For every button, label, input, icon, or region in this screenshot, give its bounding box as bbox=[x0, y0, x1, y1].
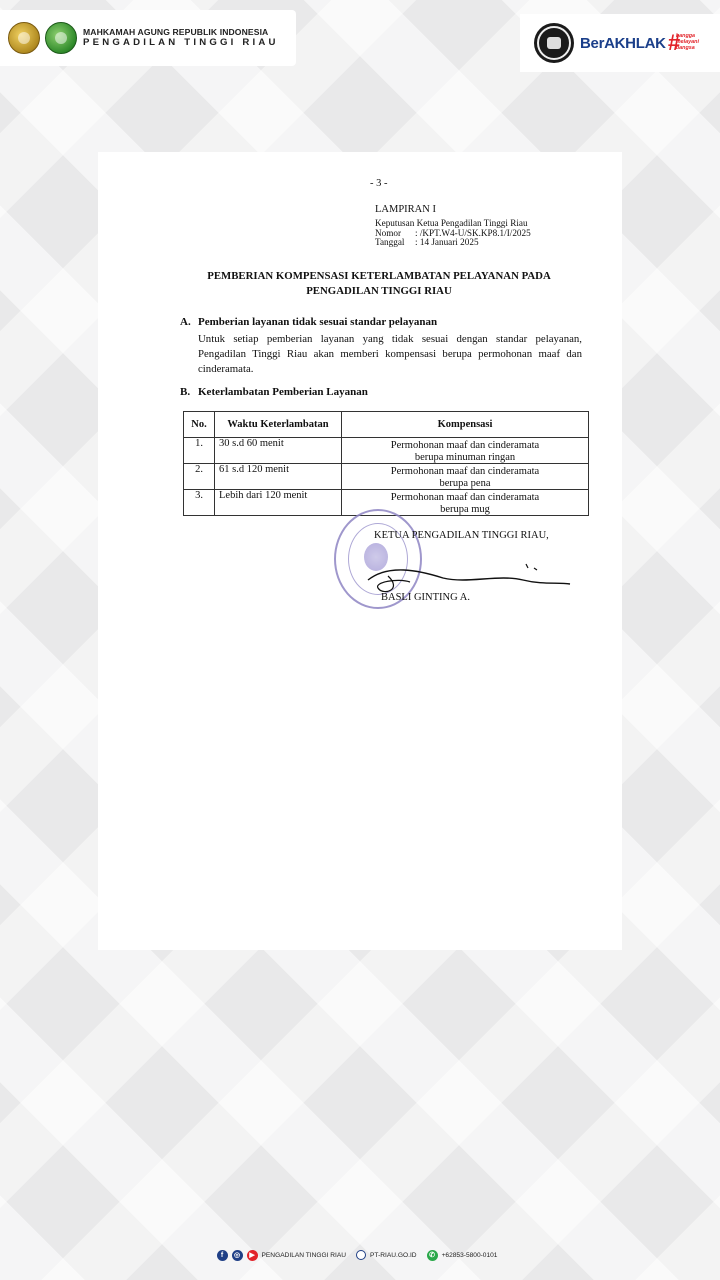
table-row bbox=[184, 464, 589, 490]
page-number: - 3 - bbox=[370, 178, 388, 189]
section-a-title: Pemberian layanan tidak sesuai standar pelayanan bbox=[198, 316, 438, 328]
cell-kompensasi bbox=[342, 438, 589, 464]
compensation-table bbox=[183, 411, 589, 516]
cell-kompensasi bbox=[342, 464, 589, 490]
kompensasi-line: berupa mug bbox=[440, 503, 490, 515]
cell-no: 2. bbox=[184, 464, 215, 490]
tagline-word: melayani bbox=[675, 39, 699, 46]
header-kompensasi: Kompensasi bbox=[342, 412, 589, 438]
cell-waktu: Lebih dari 120 menit bbox=[215, 490, 342, 516]
cell-no: 1. bbox=[184, 438, 215, 464]
instagram-icon[interactable]: ◎ bbox=[232, 1250, 243, 1261]
lampiran-tanggal bbox=[375, 238, 531, 248]
web-icon bbox=[356, 1250, 366, 1260]
footer-contact-bar bbox=[0, 1245, 720, 1265]
section-a-letter: A. bbox=[180, 316, 191, 328]
berakhlak-logo: BerAKHLAK bbox=[580, 34, 666, 52]
title-line1: PEMBERIAN KOMPENSASI KETERLAMBATAN PELAYANAN PADA bbox=[207, 270, 551, 282]
berakhlak-tagline bbox=[676, 34, 699, 51]
org-line2: PENGADILAN TINGGI RIAU bbox=[83, 37, 279, 49]
berakhlak-hash-icon: # bbox=[667, 30, 680, 55]
nomor-value: : /KPT.W4-U/SK.KP8.1/I/2025 bbox=[415, 227, 531, 238]
table-header-row bbox=[184, 412, 589, 438]
tanggal-key: Tanggal bbox=[375, 237, 405, 248]
signer-title: KETUA PENGADILAN TINGGI RIAU, bbox=[374, 530, 549, 541]
section-a-heading bbox=[180, 316, 437, 328]
court-emblem-icon bbox=[534, 23, 574, 63]
header-no: No. bbox=[184, 412, 215, 438]
cell-waktu: 61 s.d 120 menit bbox=[215, 464, 342, 490]
tagline-word: bangga bbox=[675, 33, 696, 40]
tanggal-value: : 14 Januari 2025 bbox=[415, 237, 479, 248]
kompensasi-line: berupa pena bbox=[439, 477, 491, 489]
signer-name: BASLI GINTING A. bbox=[381, 592, 470, 603]
kompensasi-line: Permohonan maaf dan cinderamata bbox=[390, 466, 540, 478]
cell-no: 3. bbox=[184, 490, 215, 516]
kompensasi-line: berupa minuman ringan bbox=[414, 451, 516, 463]
lampiran-line1: Keputusan Ketua Pengadilan Tinggi Riau bbox=[375, 218, 528, 229]
org-name bbox=[83, 27, 279, 50]
nomor-key: Nomor bbox=[375, 227, 402, 238]
youtube-icon[interactable]: ▶ bbox=[247, 1250, 258, 1261]
section-b-heading bbox=[180, 386, 368, 398]
section-a-body: Untuk setiap pemberian layanan yang tidak sesuai dengan standar pelayanan, Pengadilan Tinggi Riau akan memberi kompensasi berupa permohonan maaf dan cinderamata. bbox=[198, 333, 582, 375]
lampiran-block bbox=[375, 204, 531, 248]
footer-social-label: PENGADILAN TINGGI RIAU bbox=[261, 1251, 347, 1259]
pengadilan-tinggi-logo-icon bbox=[45, 22, 77, 54]
document-title bbox=[98, 269, 660, 298]
document-page bbox=[98, 152, 622, 950]
tagline-word: bangsa bbox=[675, 44, 695, 51]
header-org-banner bbox=[0, 10, 296, 66]
kompensasi-line: Permohonan maaf dan cinderamata bbox=[390, 492, 540, 504]
footer-phone[interactable]: +62853-5800-0101 bbox=[441, 1251, 498, 1259]
org-line1: MAHKAMAH AGUNG REPUBLIK INDONESIA bbox=[83, 26, 269, 37]
header-brand-banner bbox=[520, 14, 720, 72]
section-b-title: Keterlambatan Pemberian Layanan bbox=[198, 386, 368, 398]
whatsapp-icon: ✆ bbox=[427, 1250, 438, 1261]
title-line2: PENGADILAN TINGGI RIAU bbox=[306, 284, 452, 297]
lampiran-title: LAMPIRAN I bbox=[375, 204, 436, 215]
mahkamah-agung-logo-icon bbox=[8, 22, 40, 54]
footer-website[interactable]: PT-RIAU.GO.ID bbox=[370, 1251, 417, 1259]
table-row bbox=[184, 438, 589, 464]
header-waktu: Waktu Keterlambatan bbox=[215, 412, 342, 438]
section-b-letter: B. bbox=[180, 386, 191, 398]
kompensasi-line: Permohonan maaf dan cinderamata bbox=[390, 440, 540, 451]
facebook-icon[interactable]: f bbox=[217, 1250, 228, 1261]
cell-waktu: 30 s.d 60 menit bbox=[215, 438, 342, 464]
